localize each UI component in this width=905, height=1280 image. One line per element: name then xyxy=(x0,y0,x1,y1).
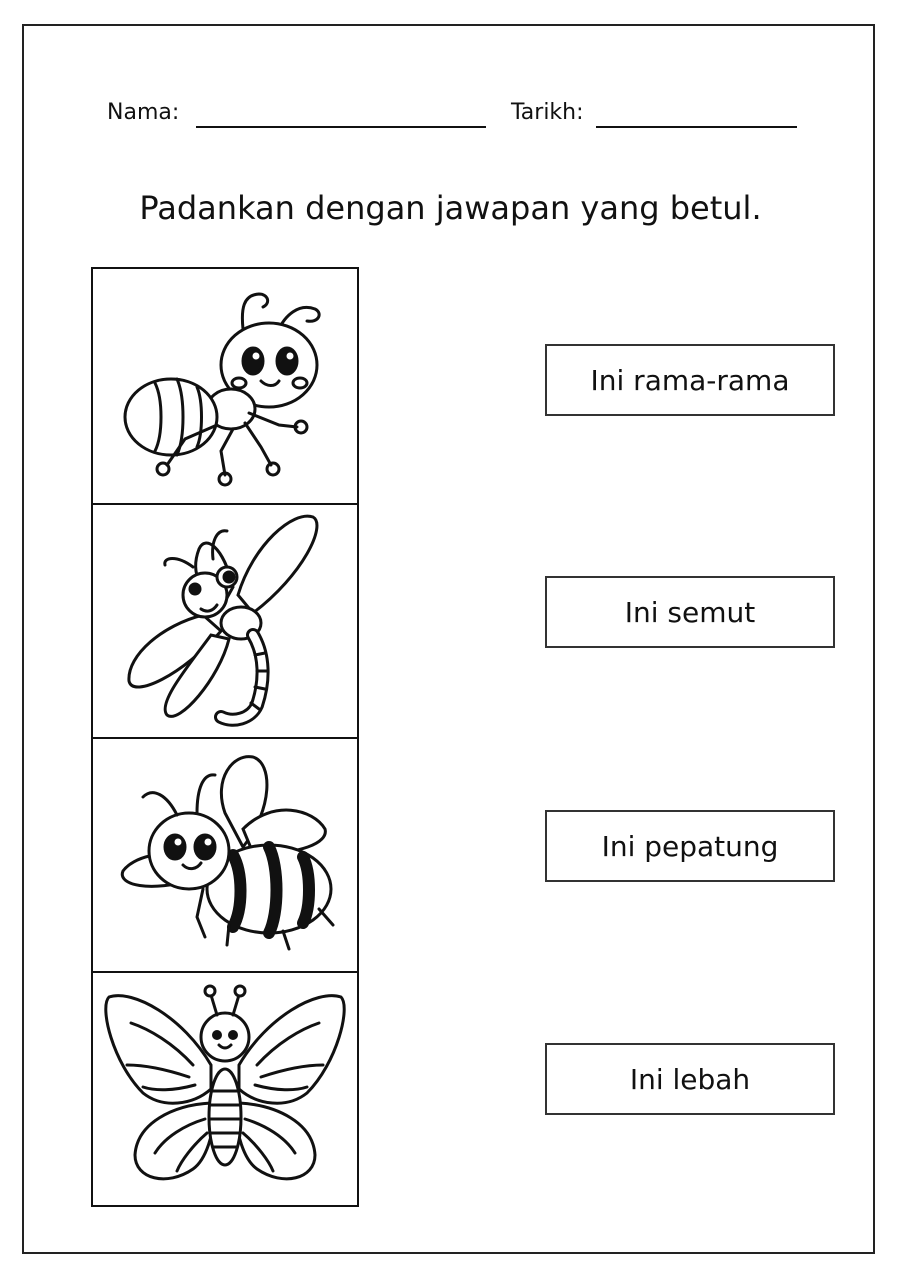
answer-label: Ini lebah xyxy=(629,1062,751,1096)
answer-box-3[interactable] xyxy=(545,810,835,882)
dragonfly-icon xyxy=(93,505,357,739)
answer-label: Ini semut xyxy=(624,595,756,629)
bee-icon xyxy=(93,739,357,973)
instruction-title: Padankan dengan jawapan yang betul. xyxy=(139,189,762,227)
name-label: Nama: xyxy=(107,100,180,125)
butterfly-icon xyxy=(93,973,357,1207)
answer-box-4[interactable] xyxy=(545,1043,835,1115)
picture-cell-butterfly[interactable] xyxy=(93,971,357,1207)
date-line[interactable] xyxy=(596,126,797,128)
picture-cell-ant[interactable] xyxy=(93,269,357,503)
date-label: Tarikh: xyxy=(511,100,584,125)
answer-box-1[interactable] xyxy=(545,344,835,416)
name-line[interactable] xyxy=(196,126,486,128)
picture-cell-bee[interactable] xyxy=(93,737,357,973)
picture-cell-dragonfly[interactable] xyxy=(93,503,357,739)
ant-icon xyxy=(93,269,357,503)
answer-box-2[interactable] xyxy=(545,576,835,648)
answer-label: Ini rama-rama xyxy=(590,363,790,397)
picture-column xyxy=(91,267,359,1207)
answer-label: Ini pepatung xyxy=(601,829,779,863)
